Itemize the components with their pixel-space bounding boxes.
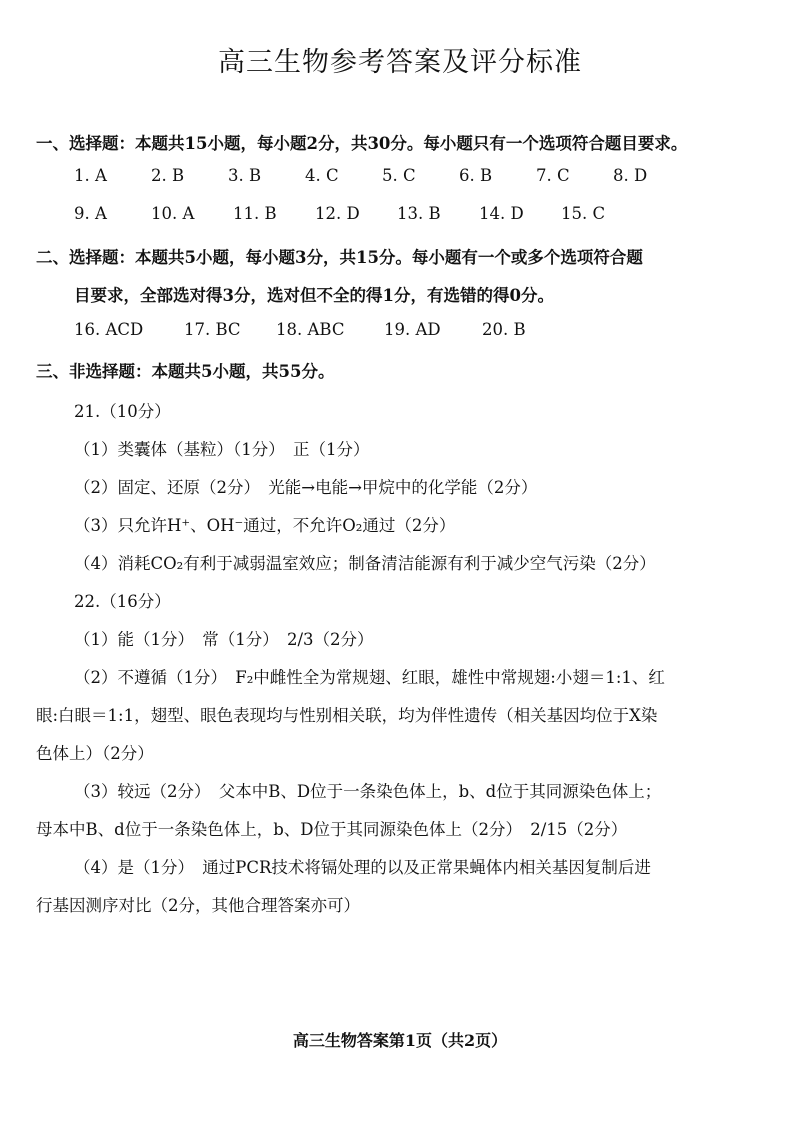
answer-item: 5. C — [382, 166, 416, 185]
answer-item: 20. B — [482, 320, 526, 339]
section2-header-line2: 目要求，全部选对得3分，选对但不全的得1分，有选错的得0分。 — [74, 286, 554, 305]
section2-header-line1: 二、选择题：本题共5小题，每小题3分，共15分。每小题有一个或多个选项符合题 — [36, 248, 643, 267]
answer-item: 12. D — [315, 204, 360, 223]
page-title: 高三生物参考答案及评分标准 — [218, 47, 582, 78]
answer-item: 1. A — [74, 166, 107, 185]
q22-answer-2-line1: （2）不遵循（1分） F₂中雌性全为常规翅、红眼，雄性中常规翅:小翅＝1:1、红 — [74, 668, 665, 687]
q21-answer-2: （2）固定、还原（2分） 光能→电能→甲烷中的化学能（2分） — [74, 478, 538, 497]
answer-item: 16. ACD — [74, 320, 144, 339]
answer-item: 14. D — [479, 204, 524, 223]
answer-item: 13. B — [397, 204, 441, 223]
answer-item: 10. A — [151, 204, 195, 223]
answer-item: 9. A — [74, 204, 107, 223]
section1-header: 一、选择题：本题共15小题，每小题2分，共30分。每小题只有一个选项符合题目要求。 — [36, 134, 688, 153]
q22-answer-2-line2: 眼:白眼＝1:1，翅型、眼色表现均与性别相关联，均为伴性遗传（相关基因均位于X染 — [36, 706, 658, 725]
answer-item: 11. B — [233, 204, 277, 223]
section1-answers-row2 — [74, 204, 605, 223]
answer-item: 4. C — [305, 166, 339, 185]
q21-answer-1: （1）类囊体（基粒）（1分） 正（1分） — [74, 440, 370, 459]
answer-item: 3. B — [228, 166, 262, 185]
answer-item: 18. ABC — [276, 320, 345, 339]
answer-item: 8. D — [613, 166, 648, 185]
answer-item: 17. BC — [184, 320, 241, 339]
answer-item: 2. B — [151, 166, 185, 185]
q22-answer-4-line1: （4）是（1分） 通过PCR技术将镉处理的以及正常果蝇体内相关基因复制后进 — [74, 858, 651, 877]
q22-answer-3-line2: 母本中B、d位于一条染色体上，b、D位于其同源染色体上（2分） 2/15（2分） — [36, 820, 628, 839]
q21-answer-4: （4）消耗CO₂有利于减弱温室效应；制备清洁能源有利于减少空气污染（2分） — [74, 554, 656, 573]
answer-item: 19. AD — [384, 320, 441, 339]
q22-title: 22.（16分） — [74, 592, 171, 611]
answer-item: 15. C — [561, 204, 606, 223]
q21-title: 21.（10分） — [74, 402, 171, 421]
section3-header: 三、非选择题：本题共5小题，共55分。 — [36, 362, 335, 381]
answer-item: 6. B — [459, 166, 493, 185]
answer-item: 7. C — [536, 166, 570, 185]
q22-answer-2-line3: 色体上）（2分） — [36, 744, 154, 763]
q22-answer-4-line2: 行基因测序对比（2分，其他合理答案亦可） — [36, 896, 360, 915]
page-footer: 高三生物答案第1页（共2页） — [292, 1031, 508, 1050]
section2-answers — [74, 320, 526, 339]
q22-answer-1: （1）能（1分） 常（1分） 2/3（2分） — [74, 630, 374, 649]
q22-answer-3-line1: （3）较远（2分） 父本中B、D位于一条染色体上，b、d位于其同源染色体上； — [74, 782, 662, 801]
q21-answer-3: （3）只允许H⁺、OH⁻通过，不允许O₂通过（2分） — [74, 516, 456, 535]
section1-answers-row1 — [74, 166, 647, 185]
